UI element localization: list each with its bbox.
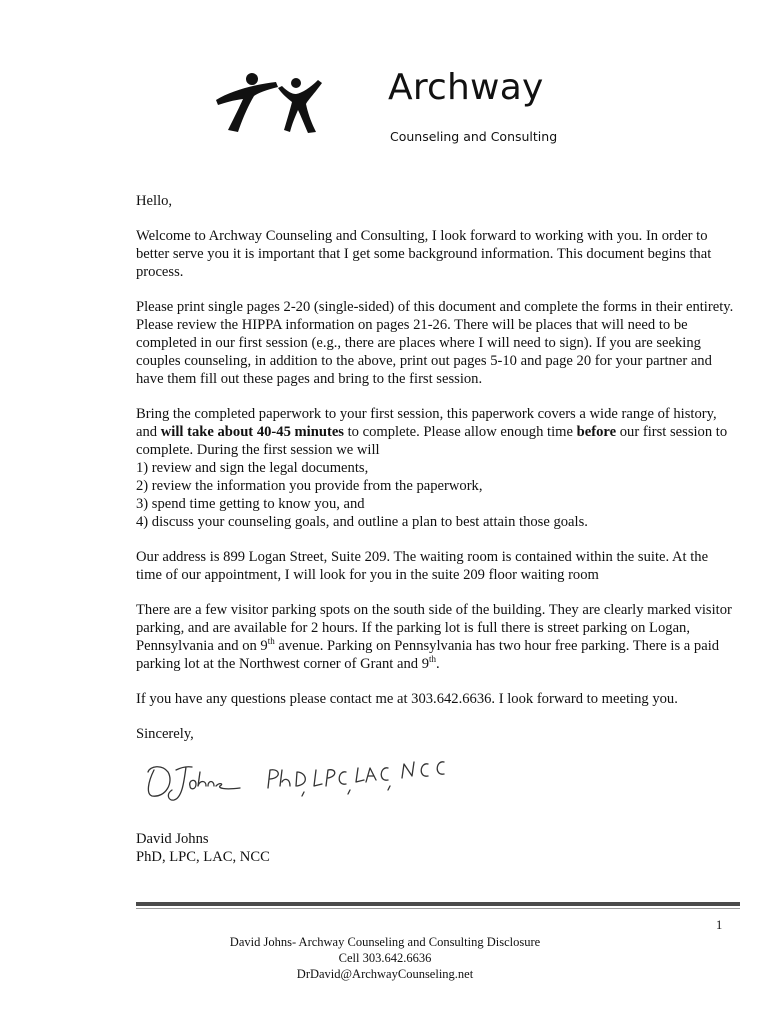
paperwork-emphasis-duration: will take about 40-45 minutes	[160, 424, 344, 440]
footer-phone: Cell 303.642.6636	[338, 951, 432, 965]
parking-text-a: There are a few visitor parking spots on the south side of the building. They are clearly marked visitor parking, and are available for 2 hours. If the parking lot is full there is street parking on Logan, Pennsylvania and on 9	[136, 602, 732, 654]
ordinal-suffix: th	[429, 654, 437, 665]
brand-tagline: Counseling and Consulting	[390, 129, 558, 144]
paragraph-address: Our address is 899 Logan Street, Suite 209. The waiting room is contained within the suite. At the time of our appointment, I will look for you in the suite 209 floor waiting room	[136, 549, 709, 583]
footer-email: DrDavid@ArchwayCounseling.net	[296, 967, 474, 981]
signer-credentials: PhD, LPC, LAC, NCC	[136, 849, 270, 865]
footer-title: David Johns- Archway Counseling and Consulting Disclosure	[229, 935, 541, 949]
parking-text-c: .	[436, 656, 440, 672]
page-number: 1	[716, 918, 723, 932]
handwritten-signature	[140, 752, 470, 812]
paragraph-contact: If you have any questions please contact me at 303.642.6636. I look forward to meeting you.	[136, 691, 678, 707]
footer-divider	[136, 902, 740, 906]
letterhead	[0, 0, 770, 160]
paragraph-welcome: Welcome to Archway Counseling and Consulting, I look forward to working with you. In order to better serve you it is important that I get some background information. This document begins that process.	[136, 228, 712, 280]
ordinal-suffix: th	[267, 636, 275, 647]
closing: Sincerely,	[136, 726, 194, 742]
paragraph-print-instructions: Please print single pages 2-20 (single-sided) of this document and complete the forms in their entirety. Please review the HIPPA information on pages 21-26. There will be places that will need to be completed in our first session (e.g., there are places where I will need to sign). If you are seeking couples counseling, in addition to the above, print out pages 5-10 and page 20 for your partner and have them fill out these pages and bring to the first session.	[136, 299, 734, 387]
letter-body	[136, 192, 736, 760]
parking-text-b: avenue. Parking on Pennsylvania has two hour free parking. There is a paid parking lot at the Northwest corner of Grant and 9	[136, 638, 720, 672]
paperwork-text-a: Bring the completed paperwork to your first session, this paperwork covers a wide range of history, and	[136, 406, 717, 440]
paragraph-parking	[136, 601, 736, 673]
session-list-item: 4) discuss your counseling goals, and outline a plan to best attain those goals.	[136, 514, 588, 530]
archway-logo-icon	[212, 70, 324, 136]
session-list-item: 3) spend time getting to know you, and	[136, 496, 365, 512]
greeting: Hello,	[136, 193, 173, 209]
signer-block	[136, 830, 270, 866]
paperwork-text-c: our first session to complete. During the first session we will	[136, 424, 728, 458]
signer-name: David Johns	[136, 831, 209, 847]
paperwork-text-b: to complete. Please allow enough time	[343, 424, 577, 440]
brand-name: Archway	[388, 67, 544, 108]
session-list-item: 2) review the information you provide from the paperwork,	[136, 478, 483, 494]
paperwork-emphasis-before: before	[576, 424, 617, 440]
session-list-item: 1) review and sign the legal documents,	[136, 460, 369, 476]
page-footer	[0, 934, 770, 982]
paragraph-paperwork	[136, 405, 736, 531]
footer-divider-thin	[136, 908, 740, 909]
